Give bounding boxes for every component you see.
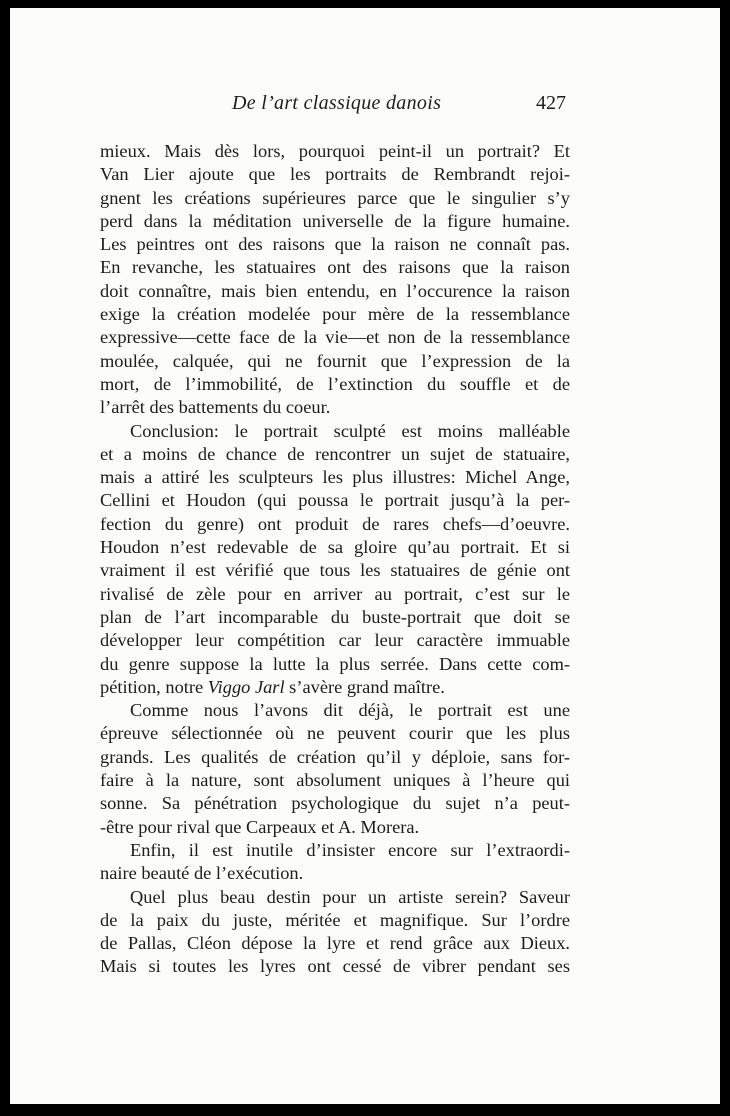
text-line: Cellini et Houdon (qui poussa le portrait jusqu’à la per- xyxy=(100,490,570,511)
text-line: fection du genre) ont produit de rares chefs—d’oeuvre. xyxy=(100,513,570,534)
text-fragment: s’avère grand maître. xyxy=(284,676,445,697)
text-line: exige la création modelée pour mère de la ressemblance xyxy=(100,304,570,325)
text-line: de Pallas, Cléon dépose la lyre et rend grâce aux Dieux. xyxy=(100,933,570,954)
body-text xyxy=(100,140,570,979)
text-line: expressive—cette face de la vie—et non de la ressemblance xyxy=(100,327,570,348)
text-line: perd dans la méditation universelle de la figure humaine. xyxy=(100,210,570,231)
text-line: Comme nous l’avons dit déjà, le portrait est une xyxy=(130,700,570,721)
text-line: Mais si toutes les lyres ont cessé de vibrer pendant ses xyxy=(100,956,570,977)
paragraph xyxy=(100,699,570,839)
text-line: du genre suppose la lutte la plus serrée. Dans cette com- xyxy=(100,653,570,674)
running-head xyxy=(10,88,720,118)
text-line: développer leur compétition car leur caractère immuable xyxy=(100,630,570,651)
text-line: doit connaître, mais bien entendu, en l’occurence la raison xyxy=(100,280,570,301)
text-line: En revanche, les statuaires ont des raisons que la raison xyxy=(100,257,570,278)
text-line: et a moins de chance de rencontrer un sujet de statuaire, xyxy=(100,443,570,464)
text-line: Houdon n’est redevable de sa gloire qu’au portrait. Et si xyxy=(100,537,570,558)
text-line: grands. Les qualités de création qu’il y déploie, sans for- xyxy=(100,746,570,767)
text-line: sonne. Sa pénétration psychologique du sujet n’a peut- xyxy=(100,793,570,814)
text-line: Van Lier ajoute que les portraits de Rembrandt rejoi- xyxy=(100,164,570,185)
text-line: naire beauté de l’exécution. xyxy=(100,863,304,884)
text-line: gnent les créations supérieures parce que le singulier s’y xyxy=(100,187,570,208)
artist-name: Viggo Jarl xyxy=(207,676,285,697)
running-title: De l’art classique danois xyxy=(232,92,442,114)
book-page xyxy=(10,8,720,1104)
text-line: moulée, calquée, qui ne fournit que l’expression de la xyxy=(100,350,570,371)
text-line: faire à la nature, sont absolument uniques à l’heure qui xyxy=(100,770,570,791)
text-line: de la paix du juste, méritée et magnifique. Sur l’ordre xyxy=(100,909,570,930)
paragraph xyxy=(100,886,570,979)
text-line: Enfin, il est inutile d’insister encore sur l’extraordi- xyxy=(130,839,570,860)
text-line: mieux. Mais dès lors, pourquoi peint-il un portrait? Et xyxy=(100,141,570,161)
text-line: Conclusion: le portrait sculpté est moins malléable xyxy=(130,420,570,441)
paragraph xyxy=(100,420,570,700)
text-line: épreuve sélectionnée où ne peuvent courir que les plus xyxy=(100,723,570,744)
page-number: 427 xyxy=(536,92,566,114)
text-line: mais a attiré les sculpteurs les plus illustres: Michel Ange, xyxy=(100,467,570,488)
text-line xyxy=(100,676,570,699)
paragraph xyxy=(100,839,570,886)
text-line: plan de l’art incomparable du buste-portrait que doit se xyxy=(100,606,570,627)
text-line: rivalisé de zèle pour en arriver au portrait, c’est sur le xyxy=(100,583,570,604)
text-line: -être pour rival que Carpeaux et A. Morera. xyxy=(100,816,420,837)
text-line: vraiment il est vérifié que tous les statuaires de génie ont xyxy=(100,560,570,581)
text-line: Quel plus beau destin pour un artiste serein? Saveur xyxy=(130,886,570,907)
text-line: mort, de l’immobilité, de l’extinction du souffle et de xyxy=(100,373,570,394)
text-line: Les peintres ont des raisons que la raison ne connaît pas. xyxy=(100,234,570,255)
text-line: l’arrêt des battements du coeur. xyxy=(100,397,331,418)
paragraph xyxy=(100,140,570,420)
text-fragment: pétition, notre xyxy=(100,676,208,697)
